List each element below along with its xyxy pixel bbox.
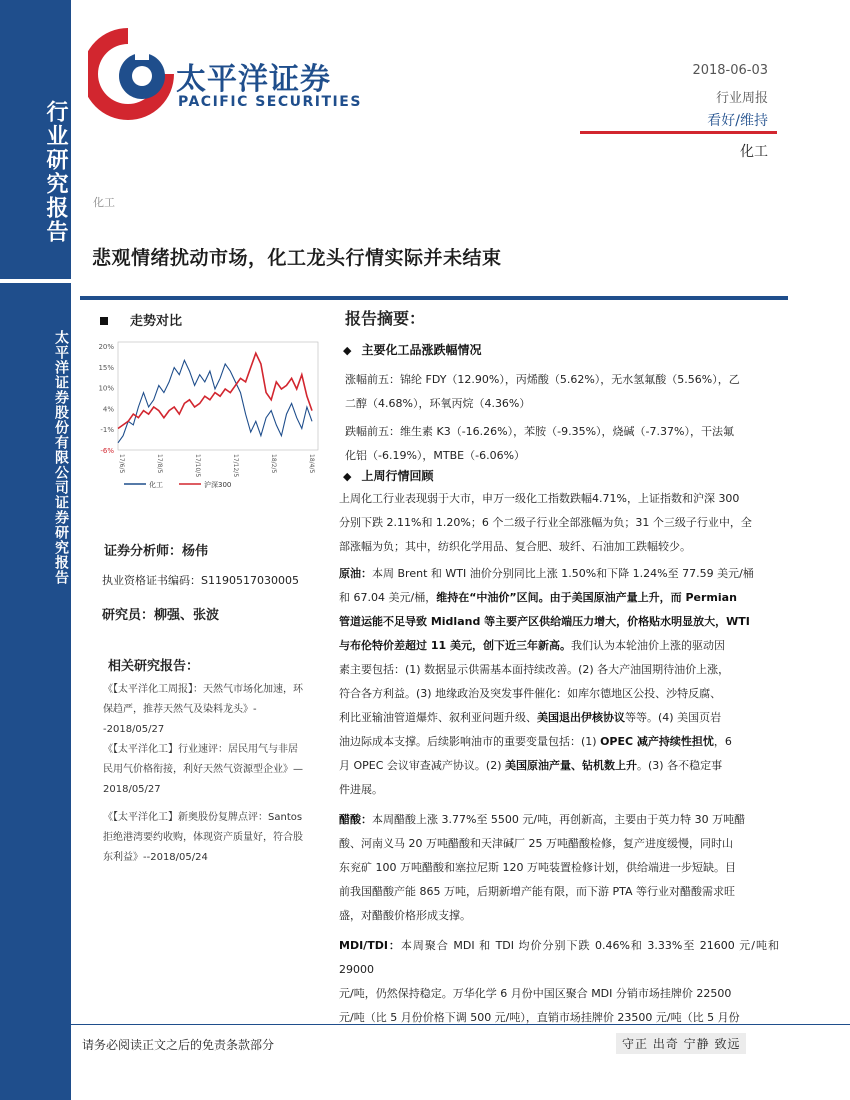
analyst-cert: 执业资格证书编码：S1190517030005 bbox=[102, 574, 299, 587]
x-tick-label: 17/8/5 bbox=[156, 454, 163, 474]
acid-line bbox=[339, 808, 779, 832]
rise-line: 二醇（4.68%），环氧丙烷（4.36%） bbox=[345, 397, 531, 410]
legend-label: 化工 bbox=[149, 481, 163, 489]
oil-line bbox=[339, 706, 779, 730]
oil-emphasis: 美国原油产量、钻机数上升 bbox=[505, 759, 637, 772]
oil-text: 等等。(4) 美国页岩 bbox=[625, 711, 722, 724]
oil-text: 和 67.04 美元/桶， bbox=[339, 591, 437, 604]
oil-emphasis: OPEC 减产持续性担忧 bbox=[600, 735, 714, 748]
market-line: 部涨幅为负；其中，纺织化学用品、复合肥、玻纤、石油加工跌幅较少。 bbox=[339, 540, 691, 553]
sidebar bbox=[0, 0, 71, 1100]
oil-line: 件进展。 bbox=[339, 783, 383, 796]
summary-heading: 报告摘要： bbox=[345, 309, 426, 328]
diamond-bullet-icon: ◆ bbox=[343, 470, 352, 483]
oil-emphasis: 与布伦特价差超过 11 美元，创下近三年新高。 bbox=[339, 639, 571, 652]
oil-text: 。(3) 各不稳定事 bbox=[637, 759, 723, 772]
acid-text: 本周醋酸上涨 3.77%至 5500 元/吨，再创新高，主要由于英力特 30 万吨醋 bbox=[372, 813, 746, 826]
sidebar-company-label: 太平洋证券股份有限公司证券研究报告 bbox=[53, 330, 69, 585]
market-line: 分别下跌 2.11%和 1.20%；6 个二级子行业全部涨幅为负；31 个三级子行业中，全 bbox=[339, 516, 752, 529]
oil-emphasis: 维持在“中油价”区间。由于美国原油产量上升，而 Permian bbox=[436, 591, 737, 604]
report-title: 悲观情绪扰动市场，化工龙头行情实际并未结束 bbox=[92, 247, 502, 269]
logo-chinese-name: 太平洋证券 bbox=[176, 62, 331, 97]
square-bullet-icon bbox=[100, 317, 108, 325]
acid-line: 东兖矿 100 万吨醋酸和塞拉尼斯 120 万吨装置检修计划，供给端进一步短缺。目 bbox=[339, 861, 736, 874]
logo-english-name: PACIFIC SECURITIES bbox=[178, 94, 362, 110]
oil-text: 利比亚输油管道爆炸、叙利亚问题升级、 bbox=[339, 711, 537, 724]
section-price-changes-title: 主要化工品涨跌幅情况 bbox=[361, 343, 482, 357]
footer-divider bbox=[71, 1024, 850, 1025]
trend-chart bbox=[92, 332, 322, 497]
industry-tag: 化工 bbox=[93, 196, 115, 209]
series-line bbox=[118, 353, 312, 428]
oil-line bbox=[339, 730, 779, 754]
rise-line: 涨幅前五：锦纶 FDY（12.90%），丙烯酸（5.62%），无水氢氟酸（5.56%），乙 bbox=[345, 373, 740, 386]
oil-line: 素主要包括：(1) 数据显示供需基本面持续改善。(2) 各大产油国期待油价上涨， bbox=[339, 663, 730, 676]
related-report[interactable]: 《【太平洋化工】新奥股份复牌点评：Santos拒绝港湾要约收购，体现资产质量好，符合股东利益》--2018/05/24 bbox=[103, 812, 303, 863]
oil-line: 符合各方利益。(3) 地缘政治及突发事件催化：如库尔德地区公投、沙特反腐、 bbox=[339, 687, 722, 700]
oil-line bbox=[339, 610, 779, 634]
report-date: 2018-06-03 bbox=[692, 63, 768, 78]
mdi-line: 元/吨（比 5 月份价格下调 500 元/吨），直销市场挂牌价 23500 元/吨（比 5 月份 bbox=[339, 1011, 740, 1024]
oil-text: ，6 bbox=[713, 735, 732, 748]
section-price-changes bbox=[343, 341, 481, 358]
diamond-bullet-icon: ◆ bbox=[343, 344, 352, 357]
mdi-tdi-paragraph bbox=[339, 934, 779, 1030]
oil-text: 本周 Brent 和 WTI 油价分别同比上涨 1.50%和下降 1.24%至 77.59 美元/桶 bbox=[372, 567, 754, 580]
acetic-acid-paragraph bbox=[339, 808, 779, 928]
analyst-name: 证券分析师：杨伟 bbox=[104, 544, 209, 559]
fall-line: 跌幅前五：维生素 K3（-16.26%），苯胺（-9.35%），烧碱（-7.37%），干法氟 bbox=[345, 425, 734, 438]
oil-paragraph bbox=[339, 562, 779, 802]
y-tick-label: 15% bbox=[98, 363, 114, 372]
mdi-line bbox=[339, 934, 779, 982]
x-tick-label: 17/12/5 bbox=[232, 454, 239, 478]
legend-label: 沪深300 bbox=[204, 481, 232, 489]
report-type: 行业周报 bbox=[715, 91, 768, 106]
x-tick-label: 18/2/5 bbox=[270, 454, 277, 474]
section-market-review-title: 上周行情回顾 bbox=[361, 469, 434, 483]
oil-text: 月 OPEC 会议审查减产协议。(2) bbox=[339, 759, 505, 772]
mdi-label: MDI/TDI： bbox=[339, 939, 401, 952]
acid-label: 醋酸： bbox=[339, 813, 372, 826]
industry-label: 化工 bbox=[740, 144, 768, 160]
chart-plot-border bbox=[118, 342, 318, 450]
section-market-review bbox=[343, 467, 433, 484]
oil-text: 我们认为本轮油价上涨的驱动因 bbox=[570, 639, 725, 652]
sidebar-report-category: 行业研究报告 bbox=[43, 100, 68, 244]
mdi-text: 本周聚合 MDI 和 TDI 均价分别下跌 0.46%和 3.33%至 21600 元/吨和 29000 bbox=[339, 939, 779, 976]
rise-paragraph bbox=[345, 368, 775, 468]
market-line: 上周化工行业表现弱于大市，申万一级化工指数跌幅4.71%，上证指数和沪深 300 bbox=[339, 492, 740, 505]
oil-emphasis: 管道运能不足导致 Midland 等主要产区供给端压力增大，价格贴水明显放大，WTI bbox=[339, 615, 750, 628]
footer-disclaimer: 请务必阅读正文之后的免责条款部分 bbox=[82, 1038, 275, 1052]
rating-divider bbox=[580, 131, 777, 134]
fall-line: 化铝（-6.19%），MTBE（-6.06%） bbox=[345, 449, 526, 462]
y-tick-label: 4% bbox=[102, 405, 114, 414]
y-tick-label: 10% bbox=[98, 384, 114, 393]
oil-emphasis: 美国退出伊核协议 bbox=[537, 711, 625, 724]
series-line bbox=[118, 360, 312, 443]
market-paragraph bbox=[339, 487, 779, 559]
related-report[interactable]: 《【太平洋化工】行业速评：居民用气与非居民用气价格衔接，利好天然气资源型企业》—2018/05/27 bbox=[103, 744, 303, 795]
mdi-line: 元/吨，仍然保持稳定。万华化学 6 月份中国区聚合 MDI 分销市场挂牌价 22500 bbox=[339, 987, 732, 1000]
researcher-names: 研究员：柳强、张波 bbox=[102, 608, 220, 623]
x-tick-label: 18/4/5 bbox=[308, 454, 315, 474]
oil-line bbox=[339, 562, 779, 586]
y-tick-label: 20% bbox=[98, 343, 114, 351]
y-tick-label: -1% bbox=[100, 426, 114, 435]
oil-line bbox=[339, 586, 779, 610]
acid-line: 前我国醋酸产能 865 万吨，后期新增产能有限，而下游 PTA 等行业对醋酸需求旺 bbox=[339, 885, 736, 898]
acid-line: 酸、河南义马 20 万吨醋酸和天津碱厂 25 万吨醋酸检修，复产进度缓慢，同时山 bbox=[339, 837, 733, 850]
oil-line bbox=[339, 754, 779, 778]
oil-label: 原油： bbox=[339, 567, 372, 580]
x-tick-label: 17/10/5 bbox=[194, 454, 201, 478]
oil-line bbox=[339, 634, 779, 658]
x-tick-label: 17/6/5 bbox=[118, 454, 125, 474]
oil-text: 油边际成本支撑。后续影响油市的重要变量包括：(1) bbox=[339, 735, 601, 748]
footer-motto: 守正 出奇 宁静 致远 bbox=[616, 1033, 746, 1054]
investment-rating: 看好/维持 bbox=[707, 113, 768, 129]
title-divider bbox=[80, 296, 788, 300]
related-reports-heading: 相关研究报告： bbox=[108, 659, 200, 674]
y-tick-label: -6% bbox=[100, 447, 114, 455]
acid-line: 盛，对醋酸价格形成支撑。 bbox=[339, 909, 471, 922]
trend-heading bbox=[100, 310, 182, 329]
related-report[interactable]: 《【太平洋化工周报】：天然气市场化加速，环保趋严，推荐天然气及染料龙头》--2018/05/27 bbox=[103, 684, 303, 735]
trend-heading-text: 走势对比 bbox=[130, 314, 183, 329]
